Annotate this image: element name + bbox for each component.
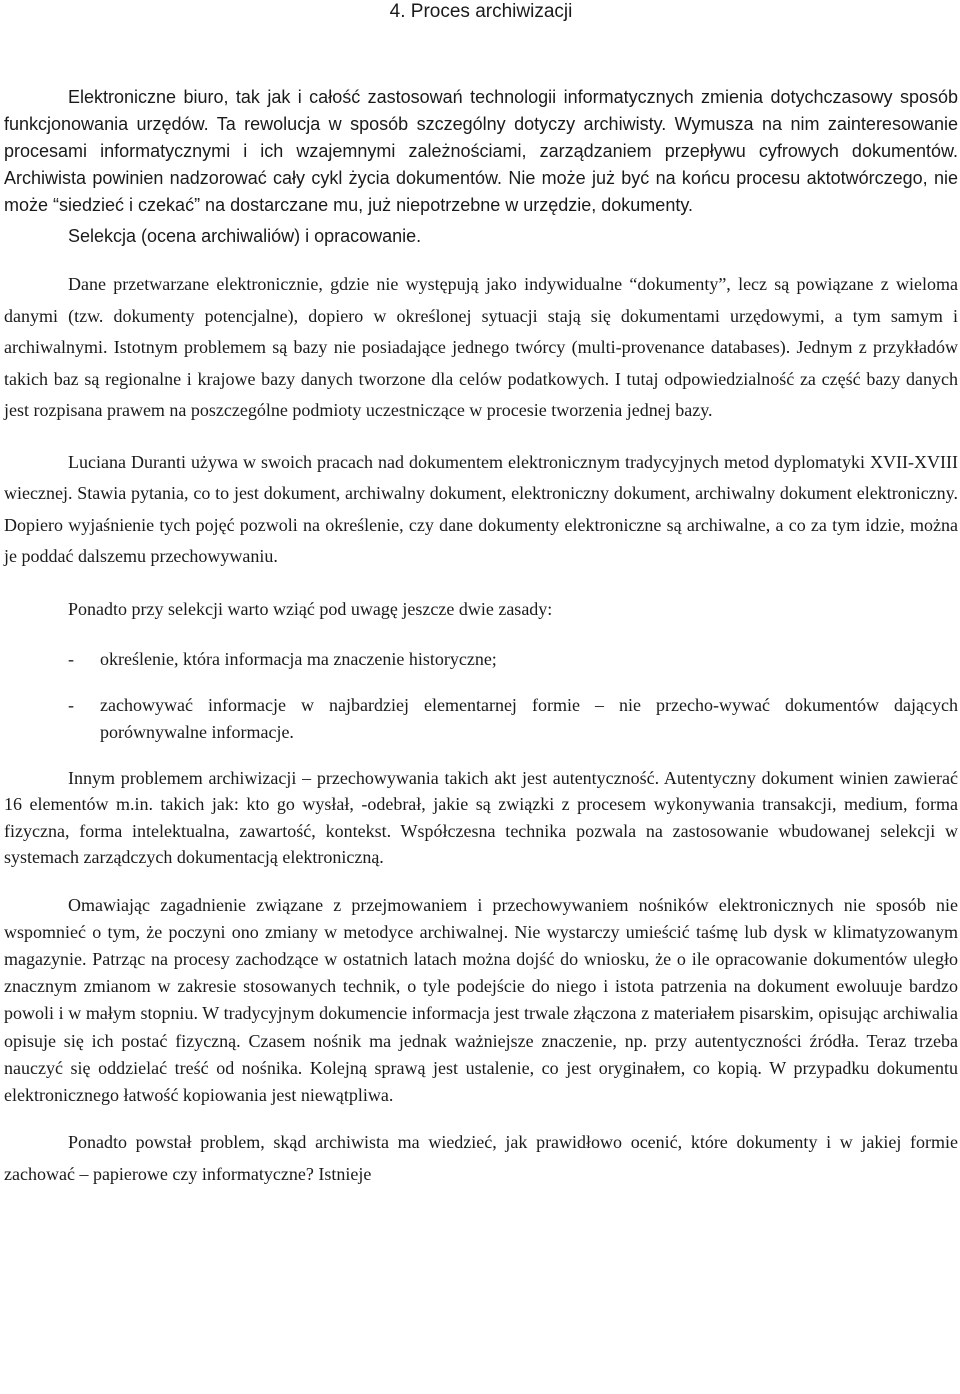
paragraph-duranti: Luciana Duranti używa w swoich pracach nad dokumentem elektronicznym tradycyjnych metod dyplomatyki XVII-XVIII wiecznej. Stawia pytania, co to jest dokument, archiwalny dokument, elektroniczny dokument, archiwalny dokument elektroniczny. Dopiero wyjaśnienie tych pojęć pozwoli na określenie, czy dane dokumenty elektroniczne są archiwalne, a co za tym idzie, można je poddać dalszemu przechowywaniu. <box>4 451 958 566</box>
paragraph-electronic-office: Elektroniczne biuro, tak jak i całość zastosowań technologii informatycznych zmienia dotychczasowy sposób funkcjonowania urzędów. Ta rewolucja w sposób szczególny dotyczy archiwisty. Wymusza na nim zainteresowanie procesami informatycznymi i ich wzajemnymi zależnościami, zarządzaniem przepływu cyfrowych dokumentów. Archiwista powinien nadzorować cały cykl życia dokumentów. Nie może już być na końcu procesu aktotwórczego, nie może “siedzieć i czekać” na dostarczane mu, już niepotrzebne w urzędzie, dokumenty. <box>4 87 958 215</box>
list-item <box>4 646 958 673</box>
paragraph-electronic-data: Dane przetwarzane elektronicznie, gdzie nie występują jako indywidualne “dokumenty”, lecz są powiązane z wieloma danymi (tzw. dokumenty potencjalne), dopiero w określonej sytuacji stają się dokumentami urzędowymi, a tym samym i archiwalnymi. Istotnym problemem są bazy nie posiadające jednego twórcy (multi-provenance databases). Jednym z przykładów takich baz są regionalne i krajowe bazy danych tworzone dla celów podatkowych. I tutaj odpowiedzialność za część bazy danych jest rozpisana prawem na poszczególne podmioty uczestniczące w procesie tworzenia jednej bazy. <box>4 274 958 420</box>
paragraph-authenticity: Innym problemem archiwizacji – przechowywania takich akt jest autentyczność. Autentyczny dokument winien zawierać 16 elementów m.in. takich jak: kto go wysłał, -odebrał, jakie są związki z procesem wykonywania transakcji, medium, forma fizyczna, forma intelektualna, zawartość, kontekst. Współczesna technika pozwala na zastosowanie wbudowanej selekcji w systemach zarządczych dokumentacją elektroniczną. <box>4 767 958 867</box>
list-marker: - <box>68 648 74 669</box>
list-item-text: określenie, która informacja ma znaczenie historyczne; <box>100 648 497 669</box>
paragraph-evaluation-problem: Ponadto powstał problem, skąd archiwista ma wiedzieć, jak prawidłowo ocenić, które dokumenty i w jakiej formie zachować – papierowe czy informatyczne? Istnieje <box>4 1132 958 1184</box>
list-item-text: zachowywać informacje w najbardziej elementarnej formie – nie przecho-wywać dokumentów dających porównywalne informacje. <box>100 694 958 742</box>
section-heading: 4. Proces archiwizacji <box>389 1 573 22</box>
selection-rules-list <box>4 646 958 746</box>
list-item <box>4 692 958 746</box>
list-marker: - <box>68 694 74 715</box>
paragraph-selection-rules: Ponadto przy selekcji warto wziąć pod uwagę jeszcze dwie zasady: <box>68 598 553 619</box>
paragraph-media-storage: Omawiając zagadnienie związane z przejmowaniem i przechowywaniem nośników elektronicznych nie sposób nie wspomnieć o tym, że poczyni ono zmiany w metodyce archiwalnej. Nie wystarczy umieścić taśmę lub dysk w klimatyzowanym magazynie. Patrząc na procesy zachodzące w ostatnich latach można dojść do wniosku, że o ile opracowanie dokumentów uległo znacznym zmianom w zakresie stosowanych technik, o tyle podejście do niego i istota patrzenia na dokument ewoluuje bardzo powoli i w małym stopniu. W tradycyjnym dokumencie informacja jest trwale złączona z materiałem pisarskim, opisując archiwalia opisuje się ich postać fizyczną. Czasem nośnik ma jednak ważniejsze znaczenie, np. przy autentyczności źródła. Teraz trzeba nauczyć się oddzielać treść od nośnika. Kolejną sprawą jest ustalenie, co jest oryginałem, co kopią. W przypadku dokumentu elektronicznego łatwość kopiowania jest niewątpliwa. <box>4 894 958 1105</box>
paragraph-selection-heading: Selekcja (ocena archiwaliów) i opracowanie. <box>68 226 422 246</box>
